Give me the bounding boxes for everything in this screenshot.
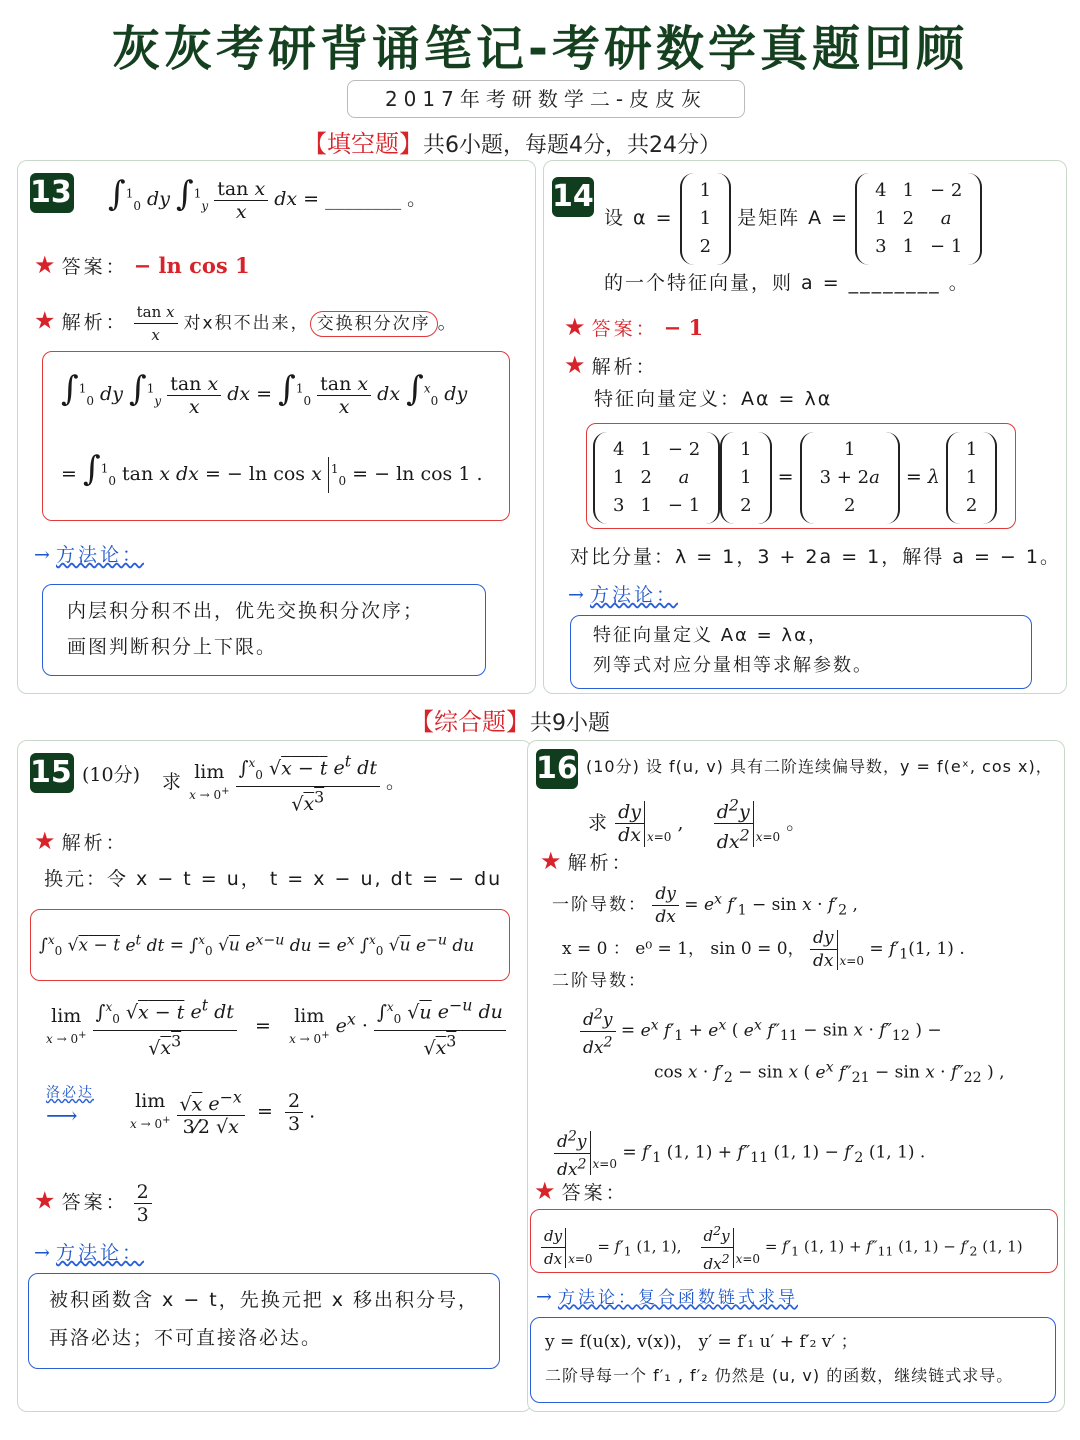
arrow-right-icon: → — [536, 1286, 552, 1308]
q15-limit-step2: lim x → 0+ $\frac{√x e^{-x}}{3⁄2 √x}$ = $\frac{2}{3}$ . — [130, 1088, 316, 1139]
q13-derivation-box — [42, 351, 510, 521]
q14-method-label: 方法论： — [589, 584, 678, 606]
q13-blank: ________ — [325, 188, 402, 210]
q15-score: (10分) — [82, 764, 141, 786]
q16-method-title: 方法论：复合函数链式求导 — [557, 1288, 798, 1308]
q15-analysis-row — [34, 829, 128, 855]
q15-lhopital-label: 洛必达 — [46, 1085, 94, 1101]
q16-analysis-label: 解析： — [567, 852, 634, 874]
q13-answer-label: 答案： — [61, 256, 128, 278]
q16-second-derivative-line2: $\cos x \cdot f'_2 - \sin x$ ( $e^x$ $f''_{21} - \sin x \cdot f''_{22}$ ) , — [654, 1059, 1005, 1087]
q15-answer-numerator: 2 — [134, 1181, 152, 1204]
q16-first-derivative: 一阶导数： $\frac{dy}{dx}$ = $e^x$ $f'_1 - \sin x \cdot f'_2$ , — [552, 884, 858, 927]
arrow-right-icon: → — [568, 584, 584, 606]
q14-analysis-label: 解析： — [591, 356, 658, 378]
star-icon: ★ — [34, 251, 56, 279]
q13-analysis-text: 对x积不出来， — [183, 313, 310, 334]
q15-substitution: 换元：令 x − t = u， t = x − u, dt = − du — [44, 868, 503, 890]
fill-section-desc: 共6小题，每题4分，共24分） — [423, 133, 721, 158]
q16-answer-row — [534, 1179, 628, 1205]
q16-method-box — [530, 1317, 1056, 1403]
q16-method-heading — [536, 1285, 798, 1310]
question-15-number: 15. — [30, 753, 74, 793]
q13-method-line2: 画图判断积分上下限。 — [67, 636, 278, 658]
q15-problem: 求 lim x → 0+ $\frac{\int^x_0 √x - t e^t dt}{√x^3}$ 。 — [162, 752, 406, 816]
q15-answer-label: 答案： — [61, 1191, 128, 1214]
q15-substitution-box — [30, 909, 510, 981]
star-icon: ★ — [540, 847, 562, 875]
q13-answer-value: − ln cos 1 — [133, 253, 250, 278]
question-15-card — [17, 740, 532, 1412]
question-14-card — [543, 160, 1067, 694]
q13-method-heading — [34, 543, 144, 567]
q14-derivation: 4 1 − 2 1 2 a 3 1 − 1 1 1 2 = 1 3 + 2a 2 = λ 1 1 2 — [593, 432, 997, 524]
q16-second-at-zero: $\frac{d^2y}{dx^2}$ $_{x=0} = f'_1$ (1, $1) + f''_{11}$ (1, $1) - f'_2$ (1, 1) . — [554, 1125, 925, 1181]
q15-answer-denominator: 3 — [136, 1204, 149, 1226]
q15-method-box — [28, 1273, 500, 1369]
q16-second-label: 二阶导数： — [552, 971, 647, 991]
q16-ask-row: 求 $\frac{dy}{dx}$ $_{x=0}$ , $\frac{d^2y}{dx^2}$ $_{x=0}$ 。 — [588, 796, 806, 853]
star-icon: ★ — [34, 306, 56, 335]
q14-answer-label: 答案： — [591, 318, 658, 340]
q15-limit-step1: lim x → 0+ $\frac{\int^x_0 √x - t e^t dt}{√x^3}$ = lim x → 0+ $e^x$ · $\frac{\int^x_0 √u e^{-u} du}{√x^3}$ — [46, 995, 506, 1059]
q14-answer-value: − 1 — [663, 315, 704, 340]
q13-derivation-line2: = ∫$^1_0$ tan x dx = − ln cos x $^1_0$ = − ln cos 1 . — [61, 452, 483, 493]
question-13-card — [17, 160, 536, 694]
question-14-number: 14. — [552, 177, 594, 217]
big-section-label: 【综合题】 — [410, 708, 530, 736]
q14-method-line1: 特征向量定义 Aα = λα， — [593, 625, 828, 646]
q16-second-derivative-line1: $\frac{d^2y}{dx^2}$ = $e^x$ $f'_1 + e^x$ ( $e^x$ $f''_{11} - \sin x \cdot f''_{12}$ ) − — [580, 1003, 942, 1059]
star-icon: ★ — [564, 351, 586, 379]
question-13-number: 13. — [30, 173, 74, 213]
q14-method-line2: 列等式对应分量相等求解参数。 — [593, 655, 873, 676]
q14-method-box — [570, 615, 1032, 689]
q15-analysis-label: 解析： — [61, 832, 128, 854]
star-icon: ★ — [34, 1186, 56, 1215]
q16-method-line1: y = f(u(x), v(x))， y′ = f′₁ u′ + f′₂ v′ ； — [545, 1332, 858, 1352]
arrow-right-icon: ⟶ — [46, 1104, 78, 1129]
q14-definition: 特征向量定义：Aα = λα — [594, 388, 833, 410]
fill-section-heading — [303, 124, 721, 159]
question-16-card — [527, 740, 1065, 1412]
q14-analysis-row — [564, 353, 658, 379]
q14-mid: 是矩阵 A = — [737, 207, 850, 229]
q15-method-line1: 被积函数含 x − t，先换元把 x 移出积分号， — [49, 1289, 480, 1311]
q13-answer-row — [34, 253, 250, 279]
subtitle-badge: 2017年考研数学二-皮皮灰 — [347, 80, 745, 118]
q16-method-line2: 二阶导每一个 f′₁ , f′₂ 仍然是 (u, v) 的函数，继续链式求导。 — [545, 1366, 1014, 1385]
q16-ask: 求 — [588, 811, 610, 834]
q16-at-zero: x = 0 ： e⁰ = 1， sin 0 = 0， $\frac{dy}{dx}$ $_{x=0} = f'_1(1$, 1) . — [562, 928, 965, 971]
matrix-a: 4 1 − 2 1 2 a 3 1 − 1 — [855, 173, 982, 265]
q14-problem — [604, 173, 982, 265]
q14-tail: 的一个特征向量，则 a = ________ 。 — [604, 272, 970, 294]
q13-analysis-circled: 交换积分次序 — [310, 311, 438, 337]
big-section-desc: 共9小题 — [530, 711, 610, 736]
q15-method-line2: 再洛必达；不可直接洛必达。 — [49, 1327, 323, 1349]
q13-analysis-row: ★ 解析： $\frac{\text{tan x}}{x}$ 对x积不出来， 交换积分次序 。 — [34, 303, 457, 344]
q16-first-label: 一阶导数： — [552, 895, 647, 915]
q14-intro: 设 α = — [604, 207, 674, 229]
q15-method-heading — [34, 1241, 144, 1265]
q13-analysis-label: 解析： — [61, 311, 128, 334]
q14-compare: 对比分量：λ = 1，3 + 2a = 1，解得 a = − 1。 — [570, 546, 1061, 568]
q16-answer-label: 答案： — [561, 1182, 628, 1204]
q16-intro: (10分) 设 f(u, v) 具有二阶连续偏导数，y = f(eˣ, cos x)， — [586, 757, 1053, 776]
q15-substitution-formula: ∫$^x_0$ √x − t $e^t$ dt = ∫$^x_0$ √u $e^{x-u}$ du = $e^x$ ∫$^x_0$ √u $e^{-u}$ du — [39, 932, 475, 959]
star-icon: ★ — [564, 313, 586, 341]
q15-ask: 求 — [162, 771, 184, 794]
star-icon: ★ — [34, 827, 56, 855]
big-section-heading — [410, 702, 610, 737]
fill-section-label: 【填空题】 — [303, 130, 423, 158]
arrow-right-icon: → — [34, 1242, 50, 1264]
page-title: 灰灰考研背诵笔记-考研数学真题回顾 — [112, 21, 968, 77]
q14-answer-row — [564, 315, 703, 341]
q16-answer-box — [530, 1209, 1058, 1273]
q13-method-label: 方法论： — [55, 544, 144, 566]
q15-answer-row — [34, 1181, 152, 1226]
q13-problem: ∫$^1_0$ dy ∫$^1_y$ $\frac{\text{tan x}}{x}$ dx = ________ 。 — [108, 174, 427, 223]
q14-derivation-box — [586, 423, 1016, 529]
q15-method-label: 方法论： — [55, 1242, 144, 1264]
q13-derivation-line1: ∫$^1_0$ dy ∫$^1_y$ $\frac{\text{tan x}}{x}$ dx = ∫$^1_0$ $\frac{\text{tan x}}{x}$ dx ∫$^x_0$ dy — [61, 369, 468, 418]
q16-analysis-row — [540, 849, 634, 875]
q16-answer-formula: $\frac{dy}{dx}$ $_{x=0} = f'_1$ (1, 1), $\frac{d^2y}{dx^2}$ $_{x=0} = f'_1$ (1, $1) + f''_{11}$ (1, $1) - f'_2$ (1, 1) — [541, 1220, 1023, 1275]
alpha-vector: 1 1 2 — [680, 173, 731, 265]
q13-method-line1: 内层积分积不出，优先交换积分次序； — [67, 600, 425, 622]
q13-method-box — [42, 584, 486, 676]
q14-method-heading — [568, 583, 678, 607]
arrow-right-icon: → — [34, 544, 50, 566]
star-icon: ★ — [534, 1177, 556, 1205]
q16-zero-text: x = 0 ： e⁰ = 1， sin 0 = 0， — [562, 939, 805, 959]
question-16-number: 16. — [536, 749, 578, 789]
q15-lhopital-arrow — [46, 1081, 94, 1131]
